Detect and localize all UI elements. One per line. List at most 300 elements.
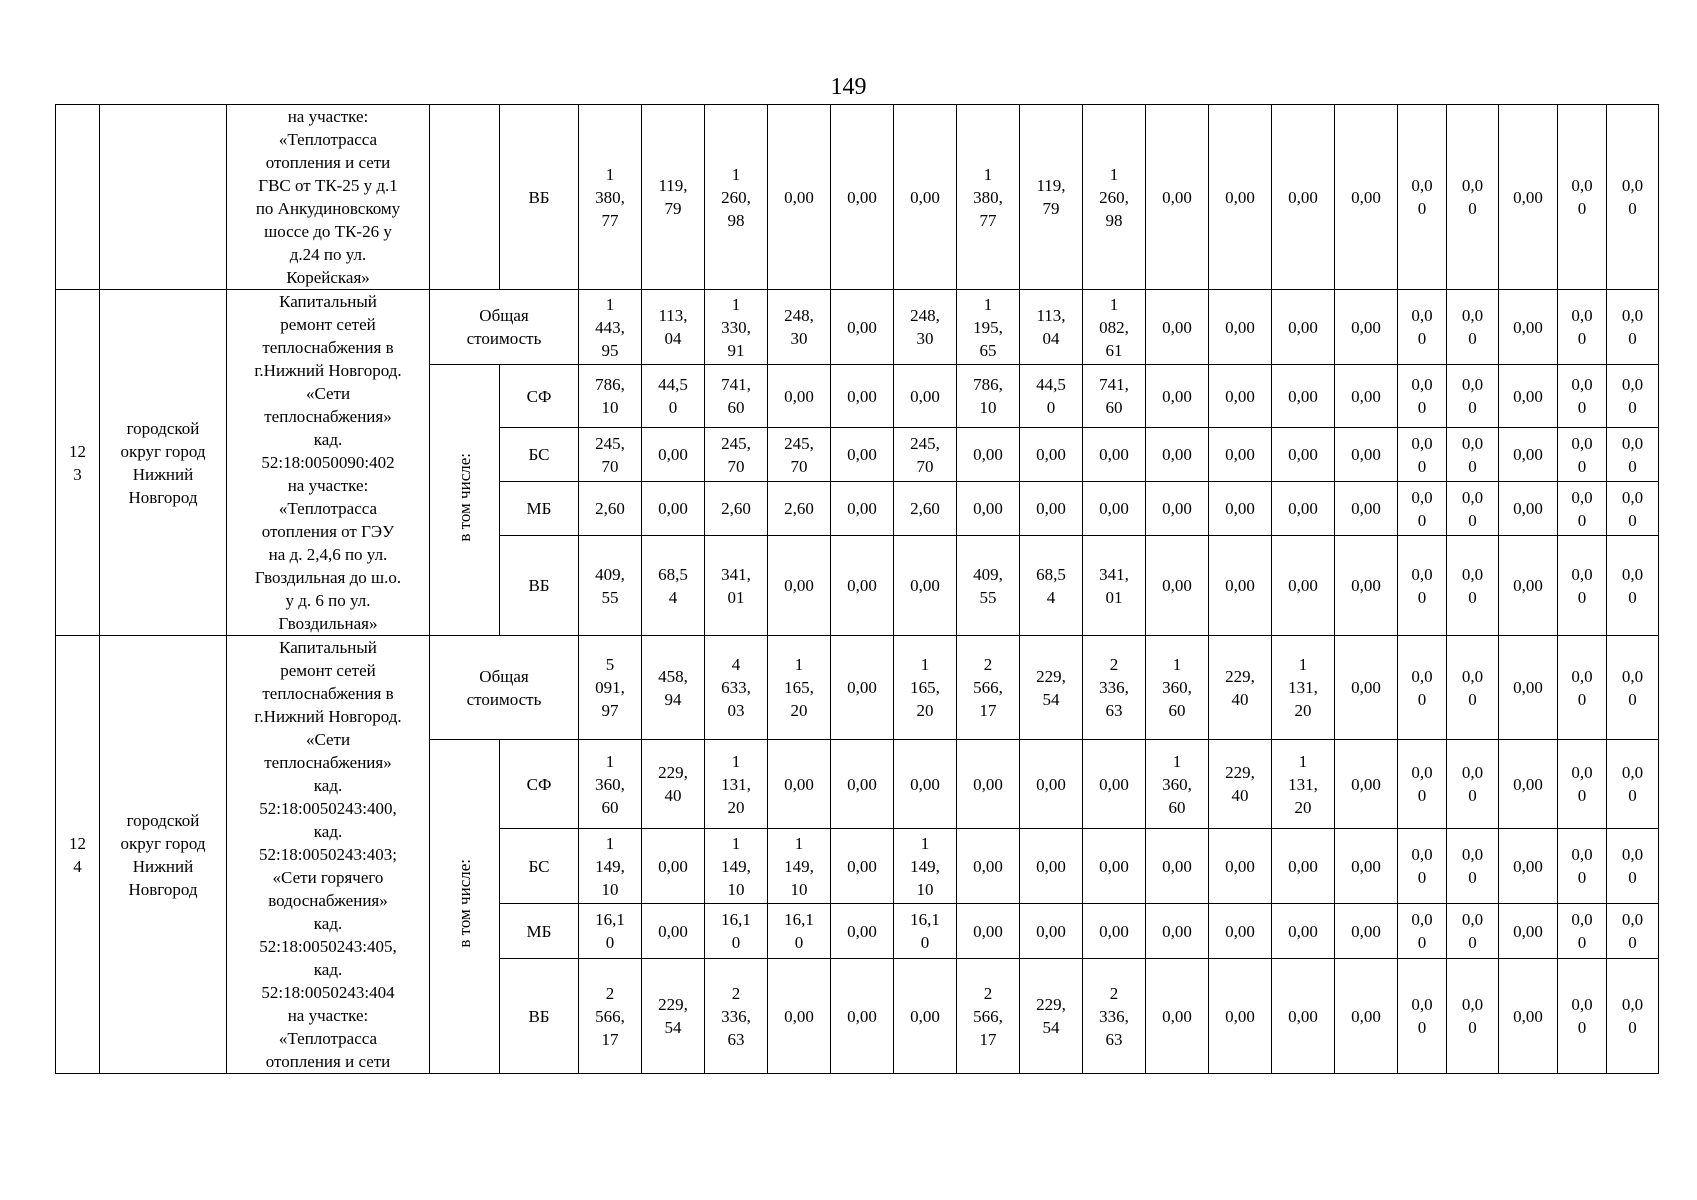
value-cell-line: 2	[1109, 655, 1119, 674]
table-row	[56, 636, 1659, 740]
fund-cell-line: БС	[528, 856, 550, 876]
value-cell	[1083, 482, 1146, 536]
value-cell-line: 0,00	[1351, 445, 1381, 464]
value-cell-line: 16,1	[721, 910, 751, 929]
value-cell-line: 165,	[910, 678, 940, 697]
value-cell-line: 0	[1577, 868, 1587, 887]
value-cell-line: 0,00	[847, 187, 877, 207]
description-cell-line: «Сети	[305, 730, 351, 749]
value-cell-line: 248,	[784, 306, 814, 325]
value-cell	[1447, 482, 1499, 536]
value-cell-line: 380,	[595, 187, 625, 207]
value-cell-line: 54	[1042, 689, 1060, 709]
value-cell-line: 1	[731, 294, 741, 314]
value-cell	[768, 829, 831, 904]
description-cell-line: кад.	[313, 914, 343, 933]
value-cell	[831, 536, 894, 636]
value-cell	[642, 740, 705, 829]
value-cell-line: 01	[727, 587, 745, 607]
value-cell	[579, 536, 642, 636]
value-cell-line: 60	[1105, 398, 1123, 417]
value-cell-line: 30	[916, 329, 934, 348]
value-cell	[1335, 959, 1398, 1074]
value-cell-line: 20	[916, 701, 934, 720]
value-cell-line: 0,0	[1461, 995, 1484, 1014]
value-cell	[1558, 904, 1607, 959]
value-cell-line: 0,0	[1411, 995, 1433, 1014]
description-cell-line: Корейская»	[286, 268, 370, 287]
value-cell-line: 0	[1577, 456, 1587, 476]
value-cell	[705, 536, 768, 636]
value-cell-line: 0	[794, 933, 804, 952]
value-cell-line: 0	[1468, 1018, 1477, 1037]
value-cell	[1335, 290, 1398, 365]
value-cell	[894, 290, 957, 365]
value-cell	[1020, 904, 1083, 959]
value-cell-line: 0,00	[1225, 386, 1255, 406]
value-cell-line: 03	[727, 701, 745, 720]
description-cell-line: водоснабжения»	[268, 891, 388, 910]
value-cell-line: 0,0	[1621, 433, 1644, 453]
value-cell	[1083, 740, 1146, 829]
description-cell-line: Гвоздильная»	[278, 614, 378, 633]
value-cell	[1083, 959, 1146, 1074]
value-cell-line: 0,00	[1162, 576, 1192, 595]
value-cell-line: 10	[727, 879, 745, 899]
value-cell-line: 0,00	[1513, 576, 1543, 595]
value-cell-line: 63	[1105, 1029, 1123, 1049]
value-cell-line: 1	[1298, 751, 1308, 771]
value-cell-line: 0,0	[1411, 845, 1433, 864]
value-cell-line: 0,00	[1513, 856, 1543, 876]
value-cell	[705, 105, 768, 290]
description-cell-line: теплоснабжения»	[264, 407, 392, 426]
value-cell	[1083, 636, 1146, 740]
description-cell-line: кад.	[313, 822, 343, 841]
value-cell-line: 0,00	[1513, 678, 1543, 697]
value-cell	[1447, 740, 1499, 829]
value-cell-line: 10	[979, 398, 997, 417]
value-cell-line: 0,0	[1461, 564, 1484, 584]
value-cell	[831, 290, 894, 365]
value-cell-line: 360,	[1162, 678, 1192, 697]
value-cell-line: 0,00	[1288, 445, 1318, 464]
value-cell	[1272, 482, 1335, 536]
value-cell-line: 0,0	[1621, 176, 1644, 195]
value-cell-line: 0	[1417, 689, 1427, 709]
value-cell-line: 55	[601, 587, 619, 607]
value-cell-line: 63	[1105, 701, 1123, 720]
value-cell-line: 10	[601, 879, 619, 899]
value-cell-line: 10	[601, 398, 619, 417]
value-cell	[1020, 290, 1083, 365]
value-cell-line: 0,00	[1288, 856, 1318, 876]
value-cell-line: 0	[1628, 868, 1637, 887]
value-cell	[1499, 482, 1558, 536]
value-cell-line: 60	[727, 398, 745, 417]
vtom-label: в том числе:	[455, 859, 474, 948]
value-cell-line: 40	[664, 786, 682, 805]
value-cell	[1020, 536, 1083, 636]
value-cell	[1335, 829, 1398, 904]
value-cell-line: 79	[1042, 199, 1060, 218]
value-cell	[1020, 428, 1083, 482]
value-cell-line: 0,00	[973, 921, 1003, 941]
value-cell	[1272, 636, 1335, 740]
value-cell-line: 0,00	[1162, 386, 1192, 406]
value-cell-line: 98	[727, 210, 745, 230]
value-cell-line: 0	[1577, 199, 1587, 218]
value-cell-line: 70	[601, 456, 619, 476]
description-cell-line: ГВС от ТК-25 у д.1	[258, 176, 398, 195]
value-cell	[705, 959, 768, 1074]
value-cell	[1146, 959, 1209, 1074]
value-cell	[894, 959, 957, 1074]
value-cell-line: 0,0	[1571, 845, 1593, 864]
value-cell	[768, 959, 831, 1074]
value-cell-line: 229,	[1036, 995, 1066, 1014]
value-cell	[1398, 482, 1447, 536]
value-cell-line: 0	[1628, 1018, 1637, 1037]
value-cell	[642, 829, 705, 904]
total-label-cell-line: стоимость	[466, 689, 542, 709]
value-cell-line: 16,1	[784, 910, 814, 929]
value-cell	[1083, 105, 1146, 290]
value-cell-line: 0,0	[1621, 763, 1644, 782]
value-cell-line: 0,00	[658, 445, 688, 464]
total-label-cell	[430, 636, 579, 740]
total-label-cell-line: стоимость	[466, 329, 542, 348]
description-cell-line: «Сети горячего	[272, 868, 384, 887]
value-cell	[768, 365, 831, 428]
value-cell-line: 0,00	[847, 445, 877, 464]
value-cell-line: 77	[979, 210, 997, 230]
value-cell-line: 4	[731, 655, 741, 674]
value-cell	[1499, 636, 1558, 740]
value-cell	[1083, 829, 1146, 904]
value-cell	[1447, 290, 1499, 365]
value-cell-line: 0,00	[1351, 499, 1381, 518]
value-cell-line: 0,0	[1571, 176, 1593, 195]
description-cell-line: 52:18:0050243:403;	[259, 845, 397, 864]
value-cell	[1607, 365, 1659, 428]
value-cell-line: 0	[1577, 398, 1587, 417]
value-cell-line: 0,00	[1288, 317, 1318, 337]
value-cell-line: 94	[664, 689, 682, 709]
value-cell-line: 0,00	[973, 774, 1003, 794]
value-cell-line: 0,00	[847, 317, 877, 337]
description-cell-line: ремонт сетей	[280, 315, 376, 334]
value-cell-line: 0	[1468, 587, 1477, 607]
value-cell-line: 260,	[721, 187, 751, 207]
fund-cell-line: ВБ	[528, 1006, 550, 1026]
fund-cell	[500, 365, 579, 428]
value-cell-line: 0,0	[1411, 375, 1433, 394]
value-cell-line: 1	[731, 751, 741, 771]
value-cell-line: 566,	[973, 1006, 1003, 1026]
description-cell	[227, 105, 430, 290]
value-cell-line: 0	[1417, 933, 1427, 952]
value-cell	[1398, 636, 1447, 740]
value-cell	[894, 636, 957, 740]
value-cell	[1209, 904, 1272, 959]
value-cell-line: 113,	[1036, 306, 1066, 325]
municipality-cell	[100, 636, 227, 1074]
value-cell	[1146, 536, 1209, 636]
value-cell-line: 0	[1417, 786, 1427, 805]
value-cell-line: 63	[727, 1029, 745, 1049]
value-cell-line: 0,00	[1099, 856, 1129, 876]
value-cell-line: 458,	[658, 666, 688, 686]
value-cell	[1447, 959, 1499, 1074]
value-cell	[957, 105, 1020, 290]
value-cell	[768, 290, 831, 365]
value-cell-line: 165,	[784, 678, 814, 697]
value-cell	[1146, 482, 1209, 536]
value-cell-line: 245,	[595, 433, 625, 453]
value-cell-line: 0,00	[910, 386, 940, 406]
financing-table	[55, 104, 1659, 1074]
value-cell-line: 0	[1468, 398, 1477, 417]
value-cell-line: 229,	[1036, 666, 1066, 686]
description-cell-line: г.Нижний Новгород.	[254, 361, 402, 380]
value-cell-line: 131,	[1288, 678, 1318, 697]
value-cell	[1335, 536, 1398, 636]
value-cell-line: 0,00	[847, 921, 877, 941]
fund-cell-line: ВБ	[528, 187, 550, 207]
value-cell	[1447, 428, 1499, 482]
value-cell-line: 0,00	[1036, 921, 1066, 941]
value-cell	[642, 959, 705, 1074]
value-cell-line: 1	[920, 655, 930, 674]
description-cell-line: Капитальный	[279, 638, 377, 657]
value-cell-line: 0	[1468, 689, 1477, 709]
total-label-cell	[430, 290, 579, 365]
description-cell-line: по Анкудиновскому	[255, 199, 401, 218]
value-cell-line: 0	[1417, 456, 1427, 476]
value-cell-line: 2	[983, 983, 993, 1003]
value-cell-line: 0,0	[1411, 306, 1433, 325]
value-cell-line: 0,00	[973, 445, 1003, 464]
value-cell-line: 0,0	[1411, 564, 1433, 584]
value-cell-line: 0	[1577, 933, 1587, 952]
value-cell-line: 1	[731, 164, 741, 184]
description-cell	[227, 636, 430, 1074]
value-cell	[1209, 365, 1272, 428]
value-cell-line: 0,00	[1162, 187, 1192, 207]
value-cell-line: 2,60	[721, 499, 751, 518]
value-cell	[1209, 105, 1272, 290]
value-cell	[1083, 536, 1146, 636]
value-cell	[1272, 904, 1335, 959]
page-number: 149	[830, 74, 867, 100]
value-cell-line: 245,	[784, 433, 814, 453]
value-cell-line: 40	[1231, 689, 1249, 709]
value-cell-line: 786,	[973, 375, 1003, 394]
value-cell-line: 0,0	[1621, 995, 1644, 1014]
value-cell	[1398, 536, 1447, 636]
description-cell-line: 52:18:0050243:404	[261, 983, 395, 1002]
value-cell-line: 2	[731, 983, 741, 1003]
value-cell-line: 0,00	[1162, 499, 1192, 518]
value-cell-line: 0	[1417, 329, 1427, 348]
value-cell	[1146, 904, 1209, 959]
row-number-cell	[56, 105, 100, 290]
value-cell	[1209, 636, 1272, 740]
value-cell-line: 2	[1109, 983, 1119, 1003]
fund-cell-line: СФ	[526, 774, 552, 794]
value-cell-line: 1	[605, 294, 615, 314]
value-cell-line: 1	[794, 833, 804, 853]
value-cell	[1020, 636, 1083, 740]
value-cell	[1558, 365, 1607, 428]
value-cell-line: 16,1	[910, 910, 940, 929]
value-cell	[705, 365, 768, 428]
total-label-cell-line: Общая	[479, 666, 529, 686]
value-cell-line: 17	[979, 1029, 997, 1049]
value-cell-line: 0	[731, 933, 741, 952]
value-cell	[1607, 740, 1659, 829]
value-cell-line: 0,00	[658, 921, 688, 941]
value-cell-line: 20	[727, 797, 745, 817]
value-cell	[1083, 290, 1146, 365]
value-cell	[579, 904, 642, 959]
value-cell-line: 0	[1468, 933, 1477, 952]
value-cell	[705, 482, 768, 536]
value-cell-line: 0,00	[1225, 445, 1255, 464]
value-cell	[1607, 482, 1659, 536]
value-cell-line: 0,00	[847, 1006, 877, 1026]
value-cell-line: 0,00	[1288, 386, 1318, 406]
value-cell	[831, 365, 894, 428]
value-cell	[894, 829, 957, 904]
value-cell-line: 1	[920, 833, 930, 853]
fund-cell-line: МБ	[526, 499, 552, 518]
vtom-cell	[430, 105, 500, 290]
value-cell	[642, 105, 705, 290]
value-cell-line: 443,	[595, 317, 625, 337]
value-cell-line: 0,00	[784, 386, 814, 406]
value-cell-line: 0,00	[1225, 187, 1255, 207]
value-cell	[1020, 365, 1083, 428]
value-cell	[957, 428, 1020, 482]
value-cell-line: 0,0	[1461, 666, 1484, 686]
value-cell	[1209, 482, 1272, 536]
value-cell-line: 119,	[658, 176, 688, 195]
value-cell-line: 10	[916, 879, 934, 899]
value-cell-line: 409,	[595, 564, 625, 584]
municipality-cell-line: Нижний	[132, 856, 194, 876]
value-cell	[1499, 829, 1558, 904]
value-cell-line: 0,0	[1571, 666, 1593, 686]
value-cell	[768, 428, 831, 482]
value-cell	[768, 105, 831, 290]
value-cell-line: 0	[1577, 689, 1587, 709]
value-cell	[642, 536, 705, 636]
value-cell	[1146, 105, 1209, 290]
value-cell-line: 60	[601, 797, 619, 817]
value-cell	[1499, 105, 1558, 290]
fund-cell-line: МБ	[526, 921, 552, 941]
value-cell-line: 0,00	[1513, 499, 1543, 518]
value-cell-line: 77	[601, 210, 619, 230]
municipality-cell-line: округ город	[120, 441, 206, 461]
description-cell-line: Гвоздильная до ш.о.	[254, 568, 402, 587]
value-cell-line: 0,00	[973, 499, 1003, 518]
value-cell-line: 0	[1417, 510, 1427, 530]
value-cell	[1083, 904, 1146, 959]
value-cell-line: 336,	[1099, 678, 1129, 697]
value-cell-line: 70	[916, 456, 934, 476]
row-number-cell-line: 12	[69, 441, 86, 461]
value-cell-line: 0	[1628, 199, 1637, 218]
value-cell-line: 1	[1109, 294, 1119, 314]
value-cell	[1398, 290, 1447, 365]
fund-cell	[500, 536, 579, 636]
value-cell-line: 0,00	[1162, 856, 1192, 876]
description-cell-line: «Теплотрасса	[278, 499, 378, 518]
value-cell-line: 0,00	[784, 187, 814, 207]
vtom-label: в том числе:	[455, 452, 474, 542]
value-cell	[642, 290, 705, 365]
value-cell-line: 229,	[1225, 666, 1255, 686]
value-cell-line: 0,00	[1288, 921, 1318, 941]
value-cell-line: 0,0	[1461, 763, 1484, 782]
value-cell-line: 0,0	[1621, 845, 1644, 864]
value-cell-line: 248,	[910, 306, 940, 325]
value-cell	[1020, 829, 1083, 904]
value-cell	[642, 428, 705, 482]
value-cell	[1272, 365, 1335, 428]
value-cell	[957, 904, 1020, 959]
value-cell	[1607, 290, 1659, 365]
value-cell	[1558, 636, 1607, 740]
value-cell	[1499, 536, 1558, 636]
value-cell	[1607, 636, 1659, 740]
description-cell-line: теплоснабжения в	[262, 684, 394, 703]
value-cell-line: 0,00	[1351, 187, 1381, 207]
value-cell	[957, 959, 1020, 1074]
value-cell-line: 2	[605, 983, 615, 1003]
description-cell-line: «Сети	[305, 384, 351, 403]
value-cell	[831, 959, 894, 1074]
row-number-cell	[56, 636, 100, 1074]
value-cell	[579, 482, 642, 536]
table-row	[56, 290, 1659, 365]
value-cell-line: 409,	[973, 564, 1003, 584]
fund-cell	[500, 829, 579, 904]
value-cell-line: 0,0	[1621, 375, 1644, 394]
value-cell-line: 0,00	[1225, 856, 1255, 876]
value-cell-line: 0,00	[658, 856, 688, 876]
fund-cell	[500, 482, 579, 536]
value-cell-line: 091,	[595, 678, 625, 697]
fund-cell-line: ВБ	[528, 576, 550, 595]
value-cell-line: 0,00	[1351, 921, 1381, 941]
value-cell	[705, 904, 768, 959]
value-cell-line: 1	[605, 833, 615, 853]
value-cell-line: 0,00	[1099, 499, 1129, 518]
value-cell-line: 0	[1468, 868, 1477, 887]
value-cell-line: 149,	[721, 856, 751, 876]
table-body	[56, 105, 1659, 1074]
value-cell	[1447, 105, 1499, 290]
value-cell-line: 0	[1417, 398, 1427, 417]
value-cell-line: 0,0	[1411, 487, 1433, 507]
value-cell	[1398, 904, 1447, 959]
value-cell-line: 44,5	[1036, 375, 1066, 394]
value-cell-line: 330,	[721, 317, 751, 337]
